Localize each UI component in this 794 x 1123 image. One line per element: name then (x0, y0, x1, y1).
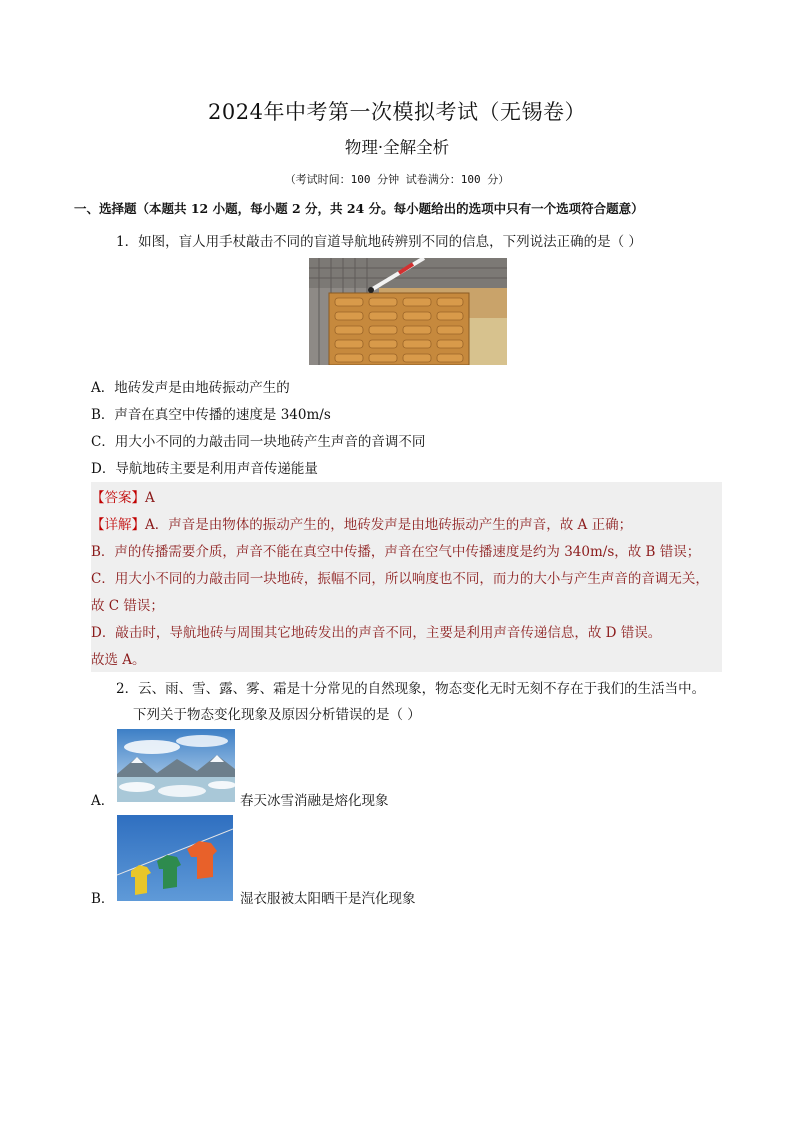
answer-tag: 【答案】 (91, 490, 145, 506)
explain-line-4: 故 C 错误； (91, 598, 164, 614)
question-2-option-b-label: B． (91, 891, 115, 907)
explain-line-2: B．声的传播需要介质，声音不能在真空中传播，声音在空气中传播速度是约为 340m/s，故 B 错误； (91, 544, 701, 560)
melting-snow-image (117, 729, 235, 802)
question-1-option-b: B．声音在真空中传播的速度是 340m/s (91, 407, 331, 423)
question-2-option-b-text: 湿衣服被太阳晒干是汽化现象 (240, 891, 416, 907)
explain-text-1: A．声音是由物体的振动产生的，地砖发声是由地砖振动产生的声音，故 A 正确； (145, 517, 633, 533)
question-2-stem-line-2: 下列关于物态变化现象及原因分析错误的是（ ） (133, 707, 421, 723)
explain-line-6: 故选 A。 (91, 652, 146, 668)
answer-value: A (145, 490, 155, 506)
question-1-stem: 1．如图，盲人用手杖敲击不同的盲道导航地砖辨别不同的信息，下列说法正确的是（ ） (116, 234, 642, 250)
answer-line (91, 486, 155, 506)
explain-line-3: C．用大小不同的力敲击同一块地砖，振幅不同，所以响度也不同，而力的大小与产生声音的音调无关， (91, 571, 709, 587)
explain-line-1 (91, 513, 632, 533)
explain-tag: 【详解】 (91, 517, 145, 533)
question-1-option-a: A．地砖发声是由地砖振动产生的 (91, 380, 290, 396)
question-1-option-c: C．用大小不同的力敲击同一块地砖产生声音的音调不同 (91, 434, 426, 450)
question-1-option-d: D．导航地砖主要是利用声音传递能量 (91, 461, 318, 477)
tactile-paving-image (309, 258, 507, 365)
question-2-stem-line-1: 2．云、雨、雪、露、雾、霜是十分常见的自然现象，物态变化无时无刻不存在于我们的生活当中。 (116, 681, 706, 697)
exam-meta: （考试时间：100 分钟 试卷满分：100 分） (284, 173, 510, 186)
drying-clothes-image (117, 815, 233, 901)
page-subtitle: 物理·全解全析 (344, 138, 450, 157)
explain-line-5: D．敲击时，导航地砖与周围其它地砖发出的声音不同，主要是利用声音传递信息，故 D 错误。 (91, 625, 662, 641)
question-2-option-a-label: A． (91, 793, 115, 809)
section-heading: 一、选择题（本题共 12 小题，每小题 2 分，共 24 分。每小题给出的选项中只有一个选项符合题意） (74, 201, 644, 216)
question-2-option-a-text: 春天冰雪消融是熔化现象 (240, 793, 389, 809)
page-title: 2024年中考第一次模拟考试（无锡卷） (208, 100, 586, 124)
